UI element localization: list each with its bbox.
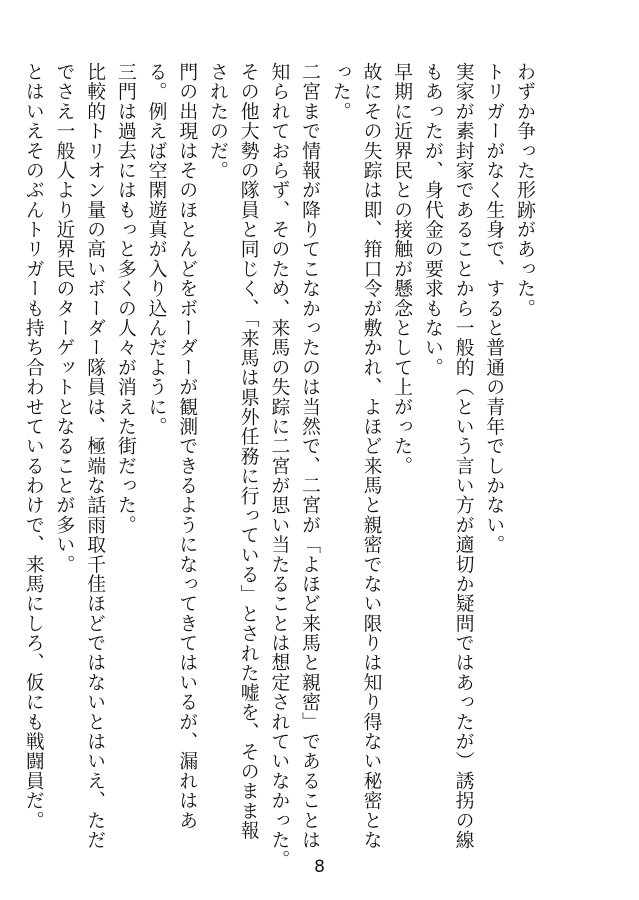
text-line: もあったが、身代金の要求もない。 <box>421 62 443 378</box>
text-line: 比較的トリオン量の高いボーダー隊員は、極端な話雨取千佳ほどではないとはいえ、ただ <box>84 62 106 850</box>
text-line: 知られておらず、そのため、来馬の失踪に二宮が思い当たることは想定されていなかった。 <box>268 62 290 870</box>
text-line: 故にその失踪は即、箝口令が敷かれ、よほど来馬と親密でない限りは知り得ない秘密とな <box>360 62 382 850</box>
text-line: されたのだ。 <box>206 62 228 181</box>
text-line: でさえ一般人より近界民のターゲットとなることが多い。 <box>53 62 75 574</box>
text-line: トリガーがなく生身で、すると普通の青年でしかない。 <box>483 62 505 555</box>
text-line: る。例えば空閑遊真が入り込んだように。 <box>145 62 167 437</box>
text-line: とはいえそのぶんトリガーも持ち合わせているわけで、来馬にしろ、仮にも戦闘員だ。 <box>22 62 44 830</box>
vertical-body-text <box>17 62 539 870</box>
text-line: 実家が素封家であることから一般的（という言い方が適切か疑問ではあったが）誘拐の線 <box>452 62 474 850</box>
text-line: 門の出現はそのほとんどをボーダーが観測できるようになってきてはいるが、漏れはあ <box>176 62 198 830</box>
text-line: 早期に近界民との接触が懸念として上がった。 <box>391 62 413 476</box>
text-line: った。 <box>329 62 351 122</box>
text-line: その他大勢の隊員と同じく、「来馬は県外任務に行っている」とされた嘘を、そのまま報 <box>237 62 259 841</box>
page-number: 8 <box>314 857 325 877</box>
text-line: 二宮まで情報が降りてこなかったのは当然で、二宮が「よほど来馬と親密」であることは <box>299 62 321 850</box>
text-line: 三門は過去にはもっと多くの人々が消えた街だった。 <box>114 62 136 535</box>
text-line: わずか争った形跡があった。 <box>514 62 535 318</box>
